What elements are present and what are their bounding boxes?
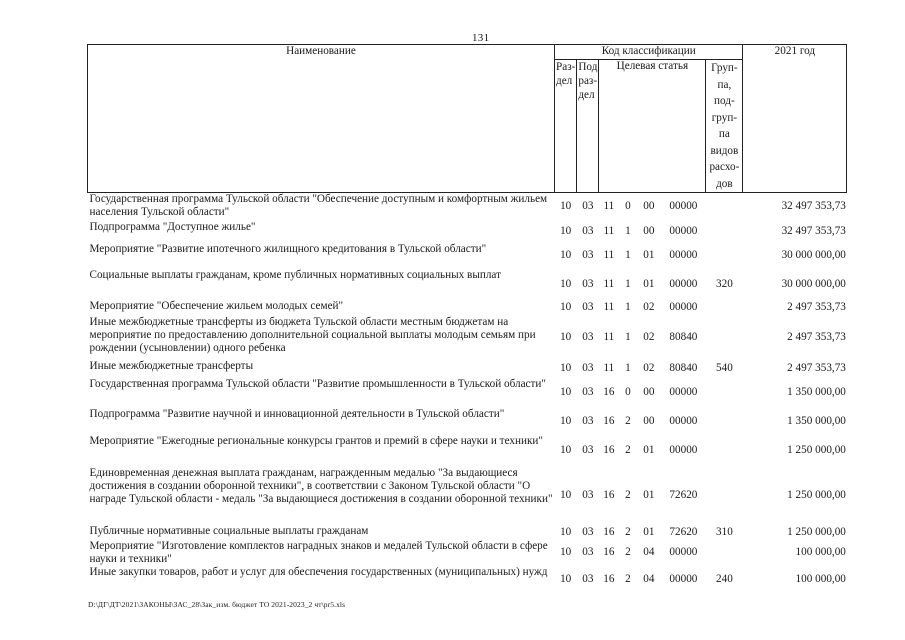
row-amount: 1 250 000,00 (787, 525, 846, 538)
row-podrazdel: 03 (582, 331, 594, 343)
row-target-subprogram: 2 (625, 546, 631, 558)
row-name: Мероприятие "Изготовление комплектов наградных знаков и медалей Тульской области в сфере науки и техники" (89, 539, 548, 565)
row-target-subprogram: 2 (625, 489, 631, 501)
row-name: Государственная программа Тульской области "Обеспечение доступным и комфортным жильем населения Тульской области" (89, 193, 548, 218)
row-target-program: 16 (603, 444, 615, 456)
row-name: Социальные выплаты гражданам, кроме публичных нормативных социальных выплат (89, 268, 501, 281)
row-podrazdel: 03 (582, 386, 594, 398)
row-name: Единовременная денежная выплата гражданам, награжденным медалью "За выдающиеся достижения в создании оборонной техники", в соответствии с Законом Тульской области "О награде Тульской области - медаль "За выдающиеся достижения в создании оборонной техники" (89, 466, 553, 505)
row-name: Иные межбюджетные трансферты (89, 359, 254, 372)
row-target-subprogram: 1 (625, 249, 631, 261)
row-razdel: 10 (560, 331, 572, 343)
row-target-measure: 00 (643, 200, 655, 213)
header-year: 2021 год (743, 45, 847, 193)
file-path-footer: D:\ДГ\ДТ\2021\ЗАКОНЫ\ЗАС_28\Зак_изм. бюджет ТО 2021-2023_2 чт\pr5.xls (88, 600, 346, 609)
header-vr (706, 60, 743, 193)
row-target-direction: 00000 (669, 386, 698, 398)
row-target-subprogram: 1 (625, 331, 631, 343)
row-podrazdel: 03 (582, 489, 594, 501)
row-expense-type (706, 467, 743, 525)
row-target-direction: 00000 (669, 249, 698, 261)
row-name: Иные межбюджетные трансферты из бюджета Тульской области местным бюджетам на мероприятие по предоставлению дополнительной социальной выплаты молодым семьям при рождении (усыновлении) одного ребенка (89, 315, 536, 354)
row-name: Подпрограмма "Развитие научной и инновационной деятельности в Тульской области" (89, 407, 505, 420)
row-razdel: 10 (560, 225, 572, 237)
row-expense-type (706, 243, 743, 269)
row-target-subprogram: 2 (625, 414, 631, 427)
header-podrazdel (577, 60, 599, 193)
row-expense-type (706, 316, 743, 360)
row-target-program: 16 (603, 386, 615, 398)
row-expense-type (706, 221, 743, 243)
header-razdel-text: Раз- дел (556, 61, 576, 87)
table-row (88, 269, 847, 300)
row-expense-type (706, 435, 743, 467)
page-number: 131 (472, 32, 490, 44)
row-name: Подпрограмма "Доступное жилье" (89, 220, 256, 233)
row-expense-type: 540 (716, 362, 733, 374)
row-amount: 1 250 000,00 (787, 489, 846, 501)
row-amount: 100 000,00 (795, 546, 846, 558)
row-razdel: 10 (560, 386, 572, 398)
row-razdel: 10 (560, 414, 572, 427)
row-target-direction: 00000 (669, 414, 698, 427)
row-target-measure: 01 (643, 489, 655, 501)
row-razdel: 10 (560, 301, 572, 313)
table-row (88, 316, 847, 360)
row-name: Государственная программа Тульской области "Развитие промышленности в Тульской области" (89, 377, 546, 390)
row-podrazdel: 03 (582, 414, 594, 427)
row-amount: 1 350 000,00 (787, 414, 846, 427)
row-target-direction: 72620 (669, 489, 698, 501)
row-target-subprogram: 1 (625, 225, 631, 237)
header-podrazdel-text: Под раз- дел (578, 61, 598, 101)
row-target-program: 16 (603, 573, 615, 585)
table-row (88, 378, 847, 408)
table-row (88, 193, 847, 221)
row-target-subprogram: 1 (625, 362, 631, 374)
row-expense-type (706, 193, 743, 221)
row-target-measure: 02 (643, 362, 655, 374)
row-razdel: 10 (560, 573, 572, 585)
row-amount: 32 497 353,73 (781, 225, 846, 237)
row-name: Иные закупки товаров, работ и услуг для обеспечения государственных (муниципальных) нужд (89, 565, 548, 578)
row-name: Публичные нормативные социальные выплаты гражданам (89, 524, 369, 537)
row-target-direction: 80840 (669, 362, 698, 374)
row-target-measure: 04 (643, 573, 655, 585)
row-amount: 2 497 353,73 (787, 301, 846, 313)
row-target-direction: 00000 (669, 225, 698, 237)
row-target-direction: 00000 (669, 200, 698, 213)
table-header (88, 45, 847, 193)
row-amount: 30 000 000,00 (781, 249, 846, 261)
row-expense-type: 240 (716, 573, 733, 585)
row-podrazdel: 03 (582, 573, 594, 585)
row-amount: 2 497 353,73 (787, 331, 846, 343)
header-target: Целевая статья (599, 60, 706, 193)
row-target-direction: 00000 (669, 573, 698, 585)
row-target-measure: 00 (643, 414, 655, 427)
row-target-direction: 72620 (669, 525, 698, 538)
row-amount: 1 250 000,00 (787, 444, 846, 456)
row-target-direction: 00000 (669, 546, 698, 558)
table-row (88, 540, 847, 566)
row-target-subprogram: 1 (625, 301, 631, 313)
row-podrazdel: 03 (582, 525, 594, 538)
header-vr-text: Груп- па, под- груп- па видов расхо- дов (709, 62, 740, 190)
row-amount: 1 350 000,00 (787, 386, 846, 398)
row-target-subprogram: 0 (625, 386, 631, 398)
row-amount: 2 497 353,73 (787, 362, 846, 374)
row-razdel: 10 (560, 249, 572, 261)
row-expense-type: 320 (716, 277, 733, 290)
row-razdel: 10 (560, 277, 572, 290)
row-target-program: 11 (603, 331, 615, 343)
row-name: Мероприятие "Ежегодные региональные конкурсы грантов и премий в сфере науки и техники" (89, 434, 543, 447)
row-target-measure: 02 (643, 301, 655, 313)
row-target-program: 16 (603, 414, 615, 427)
row-razdel: 10 (560, 362, 572, 374)
row-target-measure: 01 (643, 525, 655, 538)
row-expense-type (706, 408, 743, 435)
row-target-direction: 00000 (669, 444, 698, 456)
row-name: Мероприятие "Развитие ипотечного жилищного кредитования в Тульской области" (89, 242, 487, 255)
row-target-program: 11 (603, 362, 615, 374)
row-amount: 30 000 000,00 (781, 277, 846, 290)
row-amount: 100 000,00 (795, 573, 846, 585)
row-amount: 32 497 353,73 (781, 200, 846, 213)
row-target-measure: 02 (643, 331, 655, 343)
row-target-program: 16 (603, 489, 615, 501)
table-row (88, 408, 847, 435)
row-target-subprogram: 2 (625, 444, 631, 456)
table-row (88, 435, 847, 467)
row-podrazdel: 03 (582, 362, 594, 374)
row-target-subprogram: 2 (625, 525, 631, 538)
row-target-program: 11 (603, 200, 615, 213)
table-row (88, 221, 847, 243)
header-classification: Код классификации (555, 45, 743, 60)
row-target-measure: 01 (643, 277, 655, 290)
row-podrazdel: 03 (582, 546, 594, 558)
row-target-program: 11 (603, 225, 615, 237)
row-expense-type (706, 540, 743, 566)
table-row (88, 467, 847, 525)
header-name: Наименование (88, 45, 555, 193)
row-razdel: 10 (560, 525, 572, 538)
row-target-measure: 01 (643, 444, 655, 456)
table-body (88, 193, 847, 594)
row-expense-type (706, 300, 743, 316)
row-target-measure: 00 (643, 386, 655, 398)
row-target-direction: 80840 (669, 331, 698, 343)
row-razdel: 10 (560, 489, 572, 501)
row-expense-type: 310 (716, 525, 733, 538)
row-target-program: 16 (603, 525, 615, 538)
row-podrazdel: 03 (582, 225, 594, 237)
row-podrazdel: 03 (582, 301, 594, 313)
row-target-direction: 00000 (669, 277, 698, 290)
row-target-subprogram: 1 (625, 277, 631, 290)
row-target-subprogram: 2 (625, 573, 631, 585)
row-podrazdel: 03 (582, 249, 594, 261)
row-name: Мероприятие "Обеспечение жильем молодых семей" (89, 299, 344, 312)
row-expense-type (706, 378, 743, 408)
row-target-subprogram: 0 (625, 200, 631, 213)
row-target-measure: 00 (643, 225, 655, 237)
row-razdel: 10 (560, 444, 572, 456)
table-row (88, 566, 847, 594)
table-row (88, 525, 847, 540)
table-row (88, 243, 847, 269)
table-row (88, 300, 847, 316)
row-podrazdel: 03 (582, 200, 594, 213)
row-target-measure: 01 (643, 249, 655, 261)
row-target-program: 16 (603, 546, 615, 558)
budget-table (87, 44, 847, 594)
row-target-measure: 04 (643, 546, 655, 558)
row-podrazdel: 03 (582, 277, 594, 290)
row-podrazdel: 03 (582, 444, 594, 456)
table-row (88, 360, 847, 378)
row-target-direction: 00000 (669, 301, 698, 313)
row-razdel: 10 (560, 200, 572, 213)
row-target-program: 11 (603, 277, 615, 290)
row-target-program: 11 (603, 301, 615, 313)
row-razdel: 10 (560, 546, 572, 558)
row-target-program: 11 (603, 249, 615, 261)
header-razdel (555, 60, 577, 193)
